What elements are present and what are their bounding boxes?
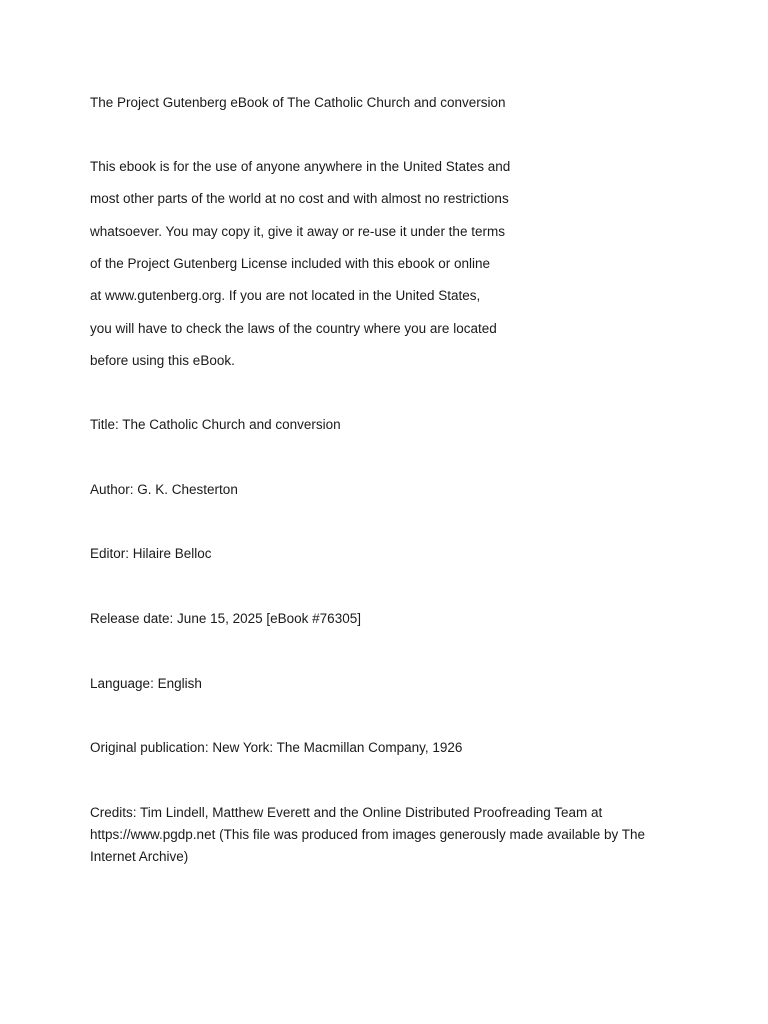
meta-title: Title: The Catholic Church and conversion [90, 417, 341, 432]
meta-author: Author: G. K. Chesterton [90, 482, 238, 497]
intro-line: at www.gutenberg.org. If you are not located in the United States, [90, 288, 481, 303]
intro-line: of the Project Gutenberg License included with this ebook or online [90, 256, 490, 271]
meta-release-date: Release date: June 15, 2025 [eBook #76305] [90, 611, 361, 626]
meta-original-publication: Original publication: New York: The Macmillan Company, 1926 [90, 740, 463, 755]
meta-credits: Credits: Tim Lindell, Matthew Everett and the Online Distributed Proofreading Team at https://www.pgdp.net (This file was produced from images generously made available by The Internet Archive) [90, 805, 646, 864]
ebook-heading: The Project Gutenberg eBook of The Catholic Church and conversion [90, 95, 506, 110]
intro-line: you will have to check the laws of the country where you are located [90, 321, 497, 336]
meta-language: Language: English [90, 676, 202, 691]
intro-line: This ebook is for the use of anyone anywhere in the United States and [90, 159, 511, 174]
meta-editor: Editor: Hilaire Belloc [90, 546, 212, 561]
intro-line: before using this eBook. [90, 353, 235, 368]
intro-line: most other parts of the world at no cost and with almost no restrictions [90, 191, 509, 206]
intro-line: whatsoever. You may copy it, give it away or re-use it under the terms [90, 224, 505, 239]
